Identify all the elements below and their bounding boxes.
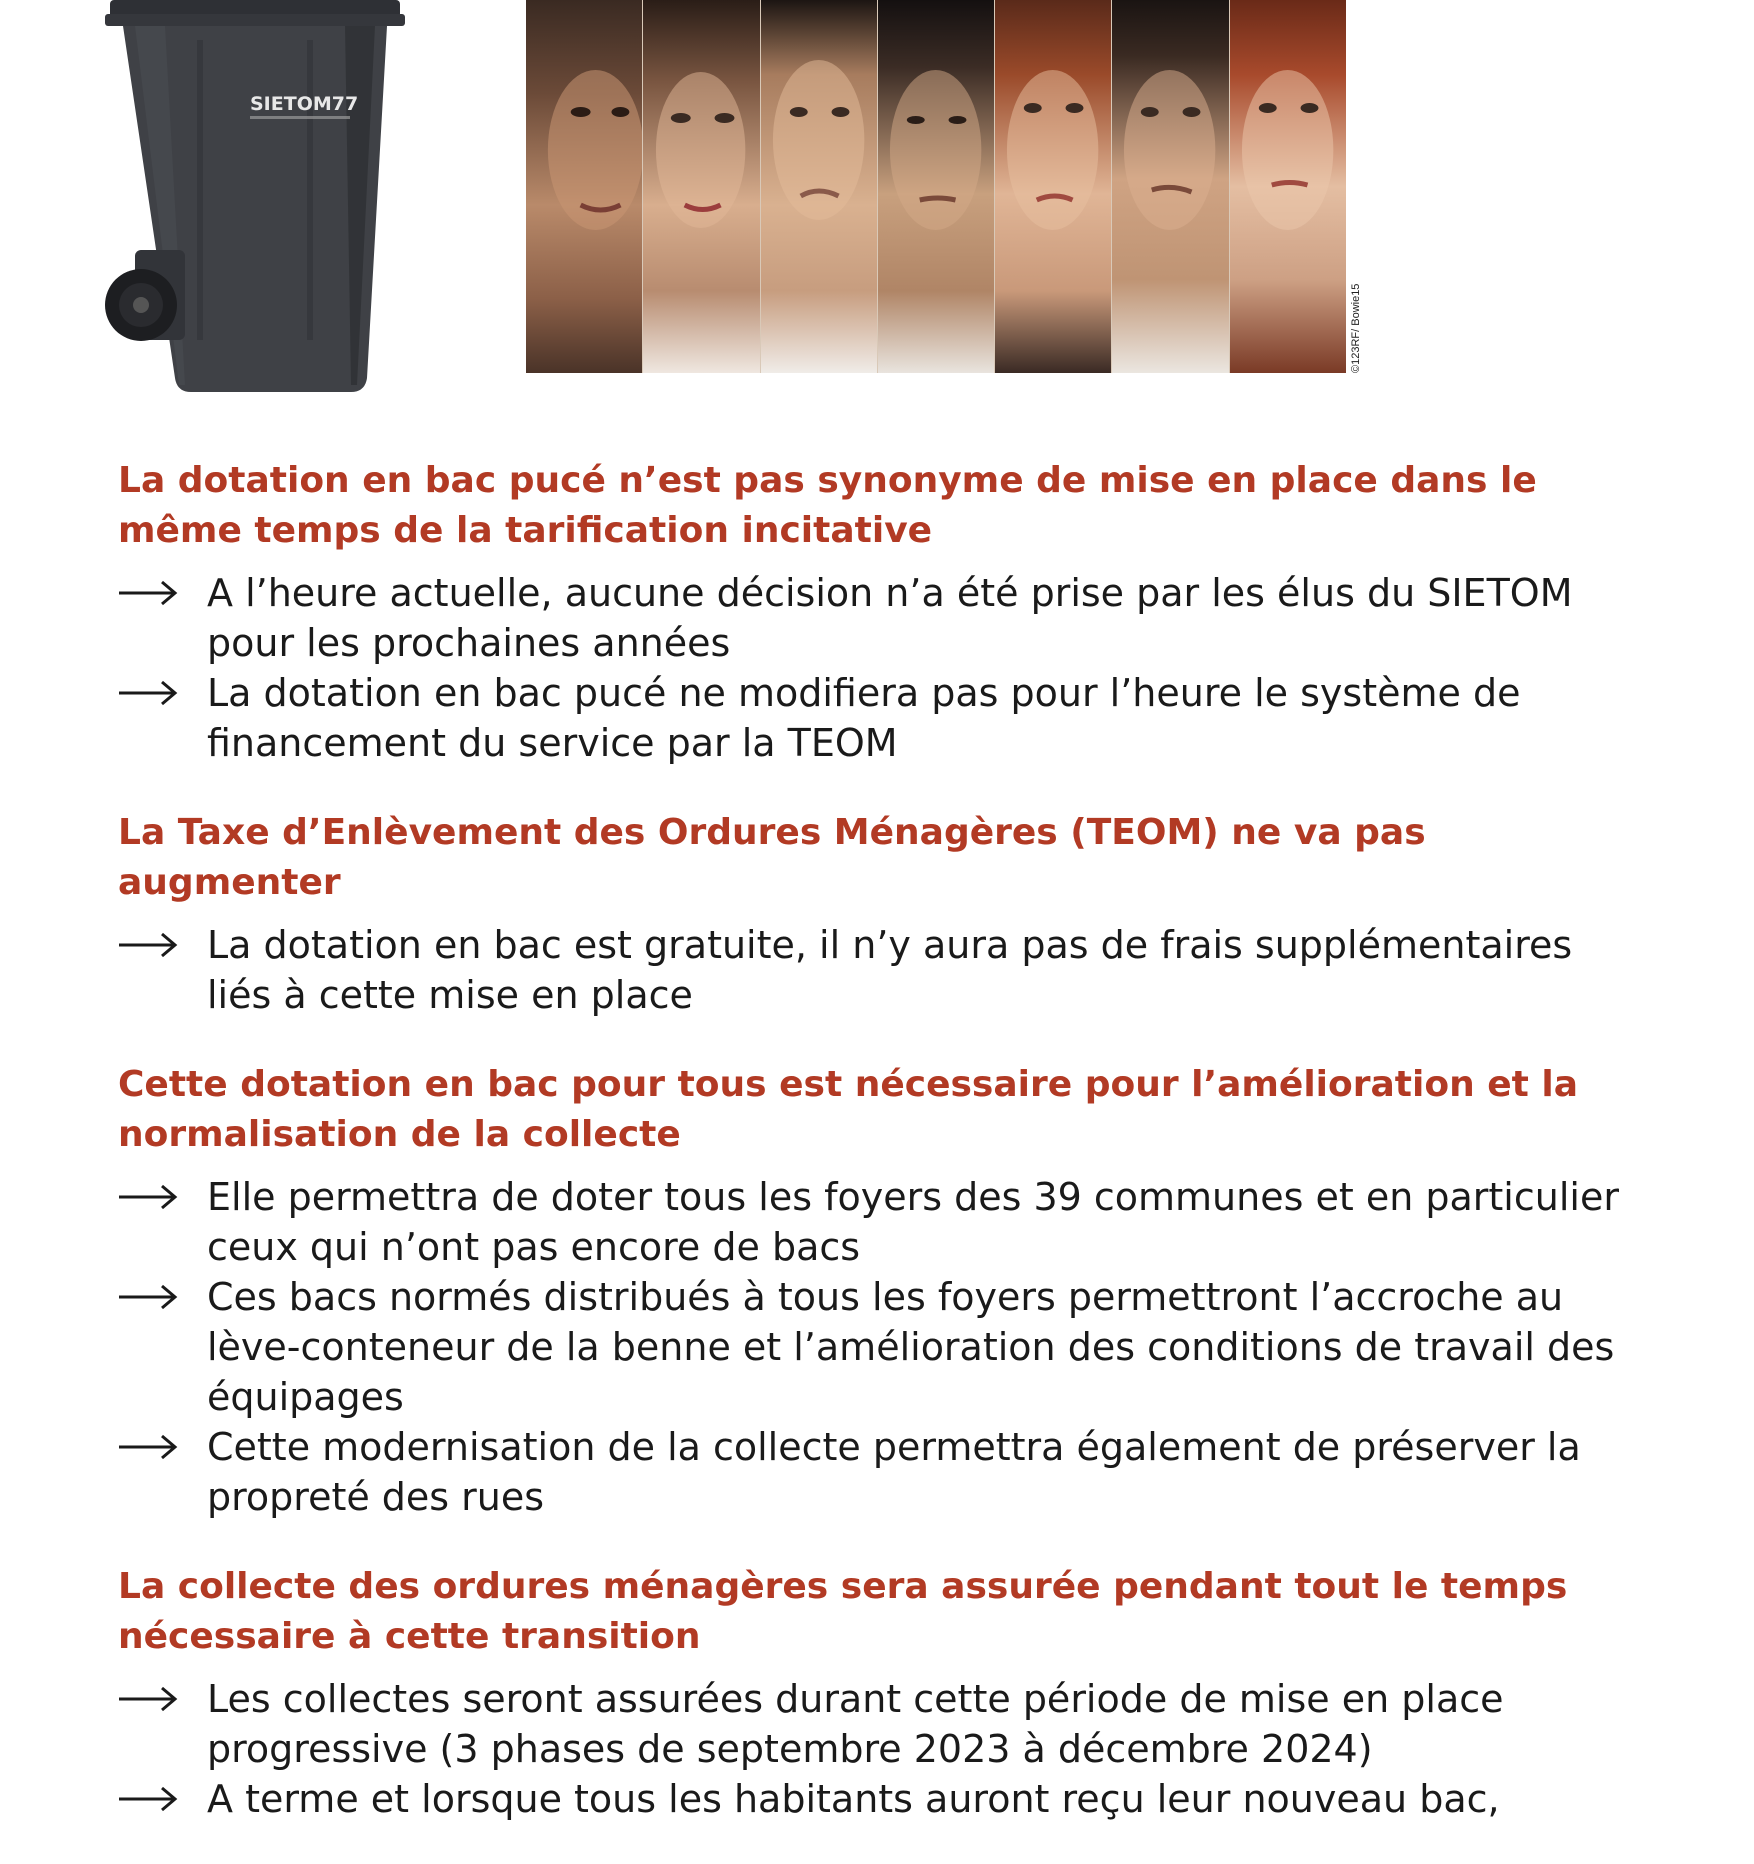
info-section xyxy=(118,808,1638,1020)
section-heading: Cette dotation en bac pour tous est nécessaire pour l’amélioration et la normalisation de la collecte xyxy=(118,1064,1579,1155)
section-heading: La Taxe d’Enlèvement des Ordures Ménagères (TEOM) ne va pas augmenter xyxy=(118,812,1426,903)
right-arrow-icon xyxy=(118,1686,178,1712)
face-portrait xyxy=(526,0,643,373)
bin-illustration xyxy=(105,0,405,400)
bullet-item xyxy=(118,568,1638,668)
face-portrait xyxy=(1230,0,1346,373)
bullet-item xyxy=(118,668,1638,768)
right-arrow-icon xyxy=(118,1284,178,1310)
bullet-item xyxy=(118,1422,1638,1522)
wheelie-bin-image xyxy=(105,0,405,400)
bullet-text: Les collectes seront assurées durant cette période de mise en place progressive (3 phases de septembre 2023 à décembre 2024) xyxy=(207,1677,1504,1771)
bullet-text: Elle permettra de doter tous les foyers des 39 communes et en particulier ceux qui n’ont pas encore de bacs xyxy=(207,1175,1619,1269)
info-section xyxy=(118,456,1638,768)
info-sections xyxy=(118,456,1638,1864)
info-section xyxy=(118,1060,1638,1522)
right-arrow-icon xyxy=(118,1786,178,1812)
thoughtful-faces-photo xyxy=(526,0,1346,373)
face-portrait xyxy=(643,0,760,373)
face-portrait xyxy=(878,0,995,373)
right-arrow-icon xyxy=(118,1184,178,1210)
bullet-text: Cette modernisation de la collecte permettra également de préserver la propreté des rues xyxy=(207,1425,1581,1519)
bullet-item xyxy=(118,920,1638,1020)
right-arrow-icon xyxy=(118,1434,178,1460)
bullet-item xyxy=(118,1674,1638,1774)
bullet-item xyxy=(118,1172,1638,1272)
right-arrow-icon xyxy=(118,580,178,606)
right-arrow-icon xyxy=(118,932,178,958)
bullet-item xyxy=(118,1272,1638,1422)
right-arrow-icon xyxy=(118,680,178,706)
photo-credit: ©123RF/ Bowie15 xyxy=(1350,283,1362,373)
face-portrait xyxy=(995,0,1112,373)
bullet-text: A terme et lorsque tous les habitants auront reçu leur nouveau bac, xyxy=(207,1777,1500,1821)
section-heading: La dotation en bac pucé n’est pas synonyme de mise en place dans le même temps de la tarification incitative xyxy=(118,460,1537,551)
bin-logo-text: SIETOM77 xyxy=(250,93,359,115)
bullet-text: La dotation en bac pucé ne modifiera pas pour l’heure le système de financement du service par la TEOM xyxy=(207,671,1521,765)
face-portrait xyxy=(1112,0,1229,373)
section-heading: La collecte des ordures ménagères sera assurée pendant tout le temps nécessaire à cette transition xyxy=(118,1566,1568,1657)
face-portrait xyxy=(761,0,878,373)
bullet-text: La dotation en bac est gratuite, il n’y aura pas de frais supplémentaires liés à cette mise en place xyxy=(207,923,1573,1017)
bullet-item xyxy=(118,1774,1638,1824)
info-section xyxy=(118,1562,1638,1824)
bullet-text: Ces bacs normés distribués à tous les foyers permettront l’accroche au lève-conteneur de la benne et l’amélioration des conditions de travail des équipages xyxy=(207,1275,1615,1419)
bullet-text: A l’heure actuelle, aucune décision n’a été prise par les élus du SIETOM pour les prochaines années xyxy=(207,571,1573,665)
